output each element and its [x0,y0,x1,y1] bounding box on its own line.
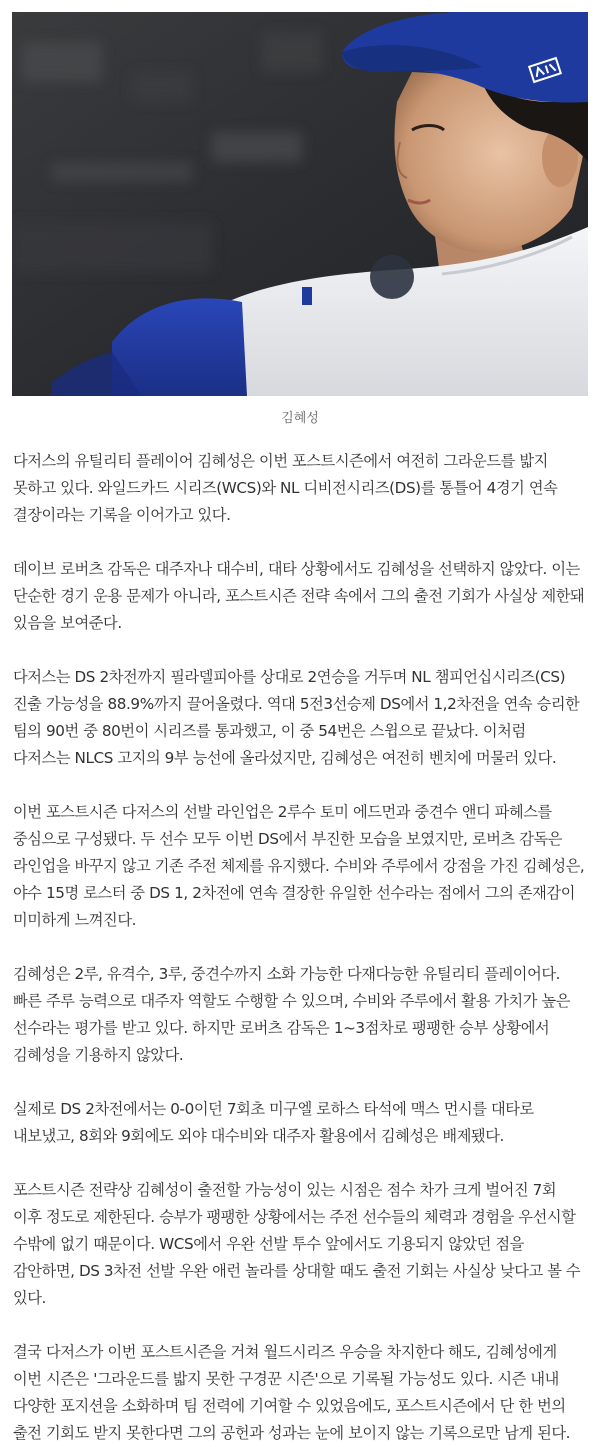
article-photo [12,12,588,396]
photo-caption: 김혜성 [281,411,319,426]
article-paragraph-8: 결국 다저스가 이번 포스트시즌을 거쳐 월드시리즈 우승을 차지한다 해도, 김혜성에게 이번 시즌은 '그라운드를 밟지 못한 구경꾼 시즌'으로 기록될 가능성도 있다. 시즌 내내 다양한 포지션을 소화하며 팀 전력에 기여할 수 있었음에도, 포스트시즌에서 단 한 번의 출전 기회도 받지 못한다면 그의 공헌과 성과는 눈에 보이지 않는 기록으로만 남게 된다. [13,1343,571,1442]
article-paragraph-3: 다저스는 DS 2차전까지 필라델피아를 상대로 2연승을 거두며 NL 챔피언십시리즈(CS) 진출 가능성을 88.9%까지 끌어올렸다. 역대 5전3선승제 DS에서 1,2차전을 연속 승리한 팀의 90번 중 80번이 시리즈를 통과했고, 이 중 54번은 스윕으로 끝났다. 이처럼 다저스는 NLCS 고지의 9부 능선에 올라섰지만, 김혜성은 여전히 벤치에 머물러 있다. [13,668,580,767]
baseball-player-photo [12,12,588,396]
article-paragraph-4: 이번 포스트시즌 다저스의 선발 라인업은 2루수 토미 에드먼과 중견수 앤디 파헤스를 중심으로 구성됐다. 두 선수 모두 이번 DS에서 부진한 모습을 보였지만, 로버츠 감독은 라인업을 바꾸지 않고 기존 주전 체제를 유지했다. 수비와 주루에서 강점을 가진 김혜성은, 야수 15명 로스터 중 DS 1, 2차전에 연속 결장한 유일한 선수라는 점에서 그의 존재감이 미미하게 느껴진다. [13,803,585,929]
article-paragraph-7: 포스트시즌 전략상 김혜성이 출전할 가능성이 있는 시점은 점수 차가 크게 벌어진 7회 이후 정도로 제한된다. 승부가 팽팽한 상황에서는 주전 선수들의 체력과 경험을 우선시할 수밖에 없기 때문이다. WCS에서 우완 선발 투수 앞에서도 기용되지 않았던 점을 감안하면, DS 3차전 선발 우완 애런 놀라를 상대할 때도 출전 기회는 사실상 낮다고 볼 수 있다. [13,1181,581,1307]
article-paragraph-6: 실제로 DS 2차전에서는 0-0이던 7회초 미구엘 로하스 타석에 맥스 먼시를 대타로 내보냈고, 8회와 9회에도 외야 대수비와 대주자 활용에서 김혜성은 배제됐다. [13,1100,534,1145]
article-body [12,448,588,1447]
article-paragraph-1: 다저스의 유틸리티 플레이어 김혜성은 이번 포스트시즌에서 여전히 그라운드를 밟지 못하고 있다. 와일드카드 시리즈(WCS)와 NL 디비전시리즈(DS)를 통틀어 4경기 연속 결장이라는 기록을 이어가고 있다. [13,452,558,524]
article-paragraph-2: 데이브 로버츠 감독은 대주자나 대수비, 대타 상황에서도 김혜성을 선택하지 않았다. 이는 단순한 경기 운용 문제가 아니라, 포스트시즌 전략 속에서 그의 출전 기회가 사실상 제한돼 있음을 보여준다. [13,560,585,632]
article-paragraph-5: 김혜성은 2루, 유격수, 3루, 중견수까지 소화 가능한 다재다능한 유틸리티 플레이어다. 빠른 주루 능력으로 대주자 역할도 수행할 수 있으며, 수비와 주루에서 활용 가치가 높은 선수라는 평가를 받고 있다. 하지만 로버츠 감독은 1~3점차로 팽팽한 승부 상황에서 김혜성을 기용하지 않았다. [13,965,571,1064]
